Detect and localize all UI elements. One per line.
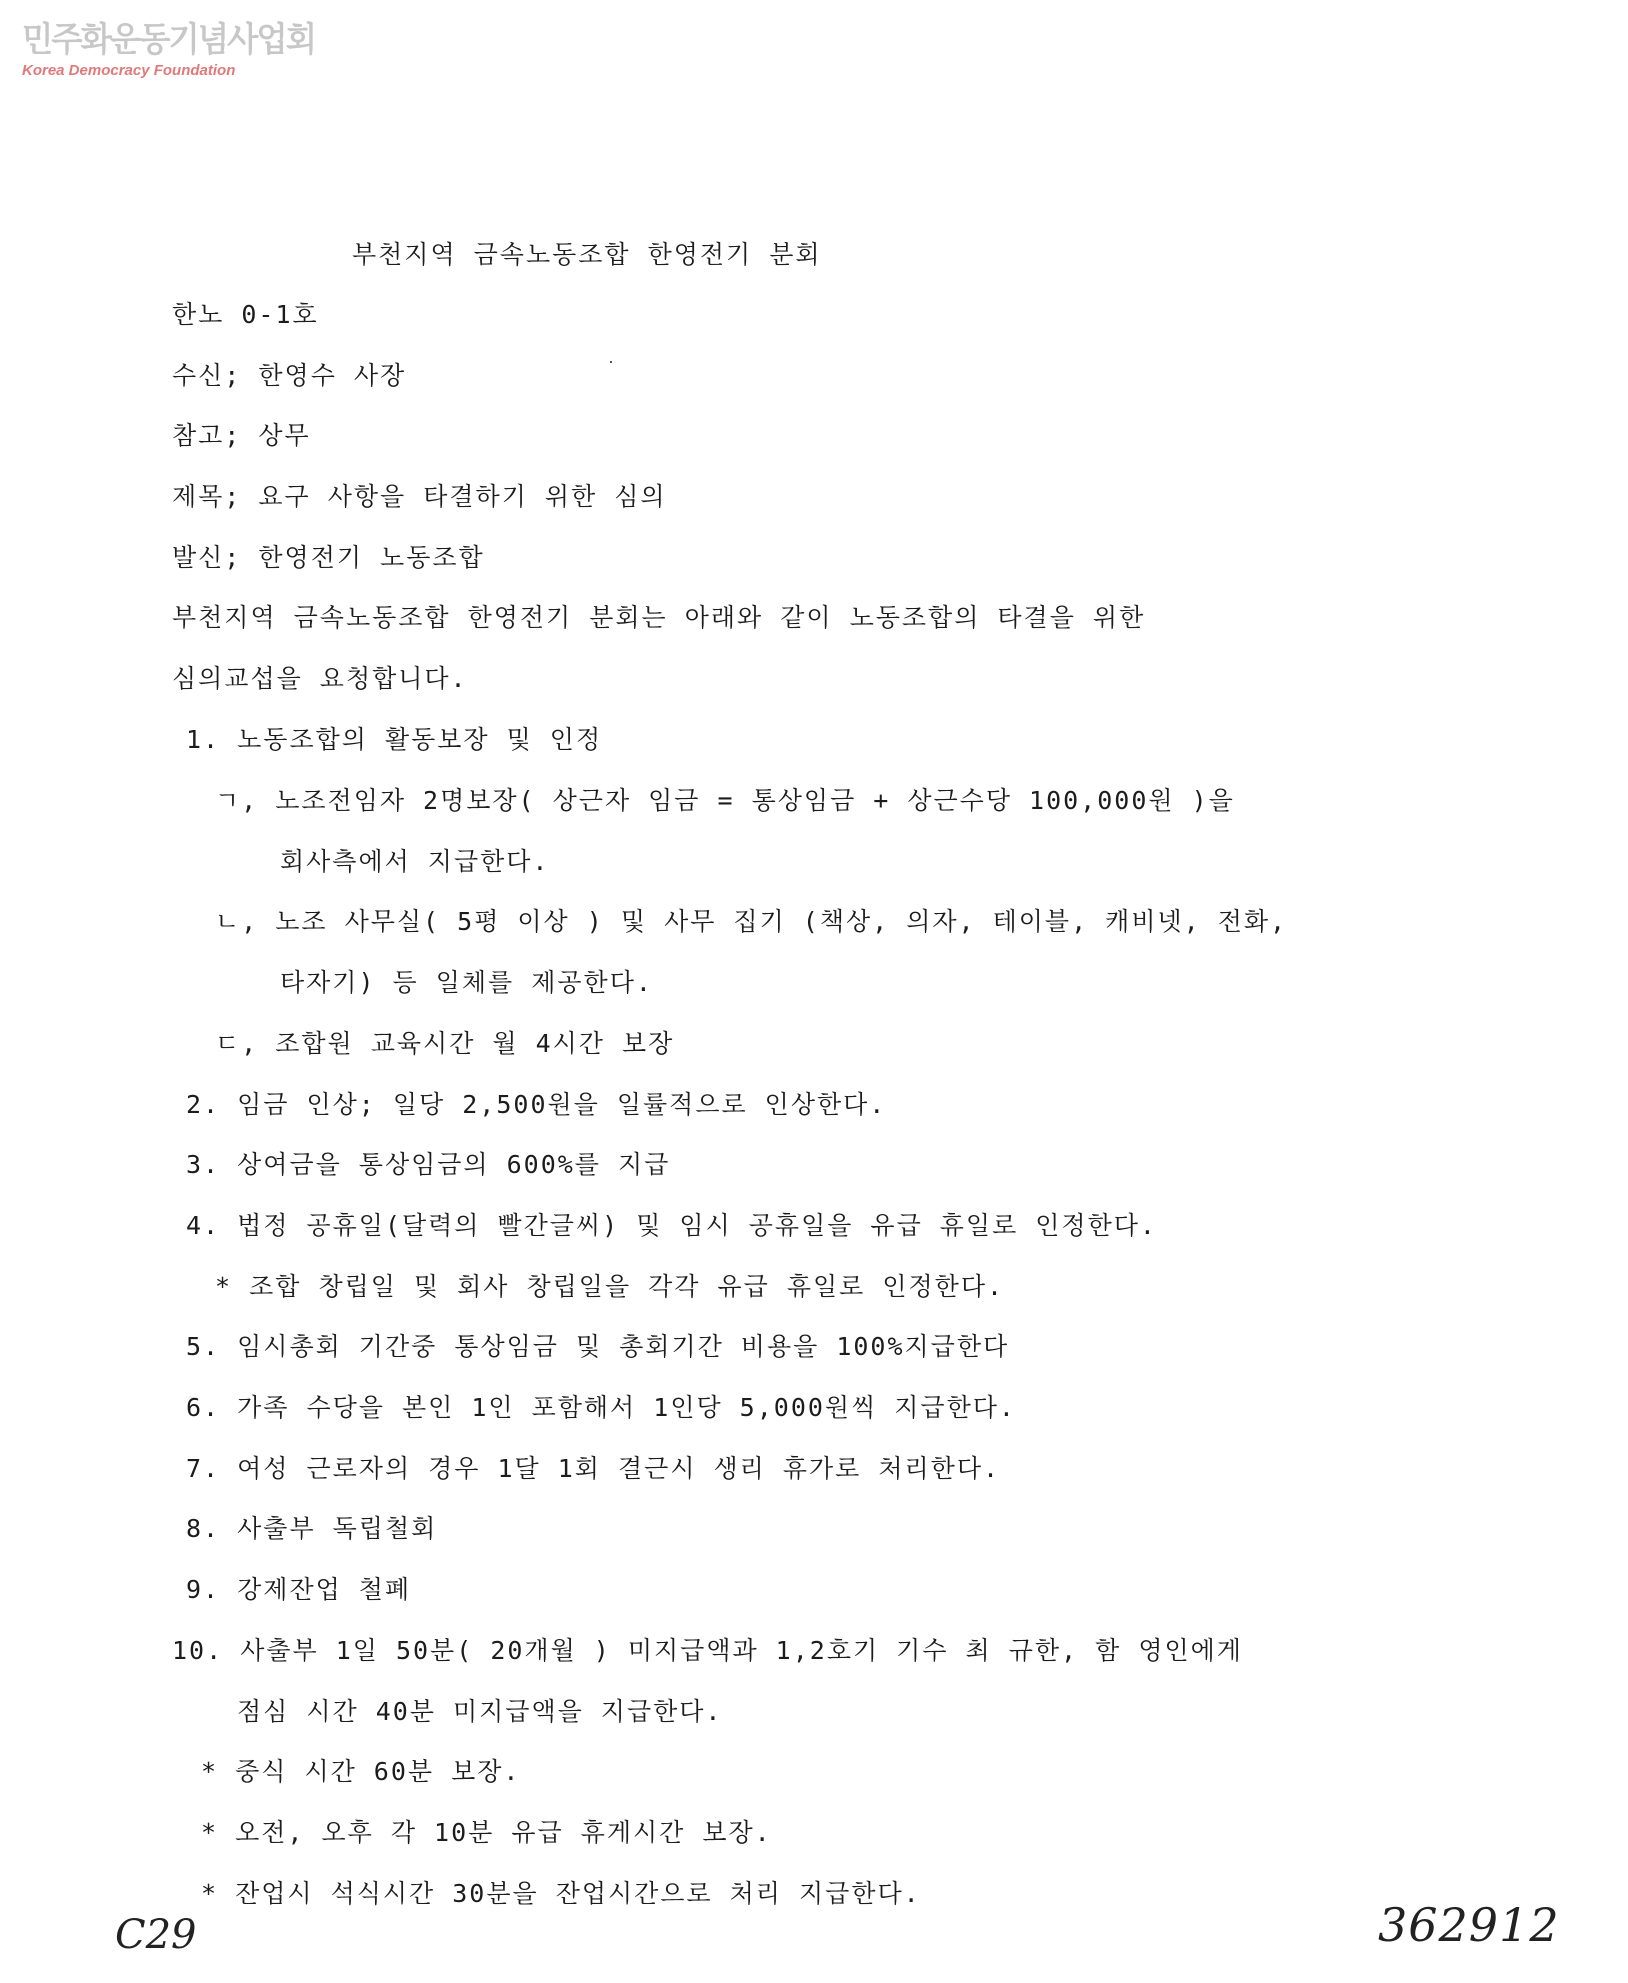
document-title: 부천지역 금속노동조합 한영전기 분회 bbox=[352, 240, 822, 269]
watermark-english: Korea Democracy Foundation bbox=[22, 62, 236, 79]
demand-subitem: ㄷ, 조합원 교육시간 월 4시간 보장 bbox=[215, 1029, 675, 1058]
demand-note: * 조합 창립일 및 회사 창립일을 각각 유급 휴일로 인정한다. bbox=[215, 1272, 1005, 1301]
demand-item: 1. 노동조합의 활동보장 및 인정 bbox=[186, 725, 603, 754]
demand-item-continued: 점심 시간 40분 미지급액을 지급한다. bbox=[237, 1697, 723, 1726]
subject-line: 제목; 요구 사항을 타결하기 위한 심의 bbox=[172, 482, 667, 511]
handwritten-page-mark: C29 bbox=[115, 1912, 197, 1958]
demand-item: 2. 임금 인상; 일당 2,500원을 일률적으로 인상한다. bbox=[186, 1090, 887, 1119]
demand-item: 4. 법정 공휴일(달력의 빨간글씨) 및 임시 공휴일을 유급 휴일로 인정한다. bbox=[186, 1211, 1157, 1240]
watermark-korean: 민주화운동기념사업회 bbox=[22, 20, 316, 60]
document-number: 한노 0-1호 bbox=[172, 300, 319, 329]
demand-note: * 잔업시 석식시간 30분을 잔업시간으로 처리 지급한다. bbox=[201, 1879, 921, 1908]
demand-item: 5. 임시총회 기간중 통상임금 및 총회기간 비용을 100%지급한다 bbox=[186, 1332, 1010, 1361]
intro-line: 심의교섭을 요청합니다. bbox=[172, 664, 468, 693]
demand-item: 7. 여성 근로자의 경우 1달 1회 결근시 생리 휴가로 처리한다. bbox=[186, 1454, 1001, 1483]
demand-subitem-continued: 타자기) 등 일체를 제공한다. bbox=[280, 968, 653, 997]
demand-note: * 중식 시간 60분 보장. bbox=[201, 1757, 521, 1786]
demand-subitem: ㄴ, 노조 사무실( 5평 이상 ) 및 사무 집기 (책상, 의자, 테이블, 캐비넷, 전화, bbox=[215, 907, 1288, 936]
reference-line: 참고; 상무 bbox=[172, 421, 311, 450]
recipient-line: 수신; 한영수 사장 bbox=[172, 361, 407, 390]
demand-item: 6. 가족 수당을 본인 1인 포함해서 1인당 5,000원씩 지급한다. bbox=[186, 1393, 1016, 1422]
intro-line: 부천지역 금속노동조합 한영전기 분회는 아래와 같이 노동조합의 타결을 위한 bbox=[172, 603, 1146, 632]
demand-subitem: ㄱ, 노조전임자 2명보장( 상근자 임금 = 통상임금 + 상근수당 100,000원 )을 bbox=[215, 786, 1235, 815]
scan-speck bbox=[610, 361, 612, 363]
demand-item: 10. 사출부 1일 50분( 20개월 ) 미지급액과 1,2호기 기수 최 규한, 함 영인에게 bbox=[172, 1636, 1243, 1665]
sender-line: 발신; 한영전기 노동조합 bbox=[172, 543, 485, 572]
handwritten-archive-number: 362912 bbox=[1378, 1898, 1560, 1952]
demand-item: 9. 강제잔업 철폐 bbox=[186, 1575, 412, 1604]
demand-note: * 오전, 오후 각 10분 유급 휴게시간 보장. bbox=[201, 1818, 772, 1847]
demand-subitem-continued: 회사측에서 지급한다. bbox=[280, 847, 550, 876]
demand-item: 8. 사출부 독립철회 bbox=[186, 1514, 438, 1543]
demand-item: 3. 상여금을 통상임금의 600%를 지급 bbox=[186, 1150, 671, 1179]
